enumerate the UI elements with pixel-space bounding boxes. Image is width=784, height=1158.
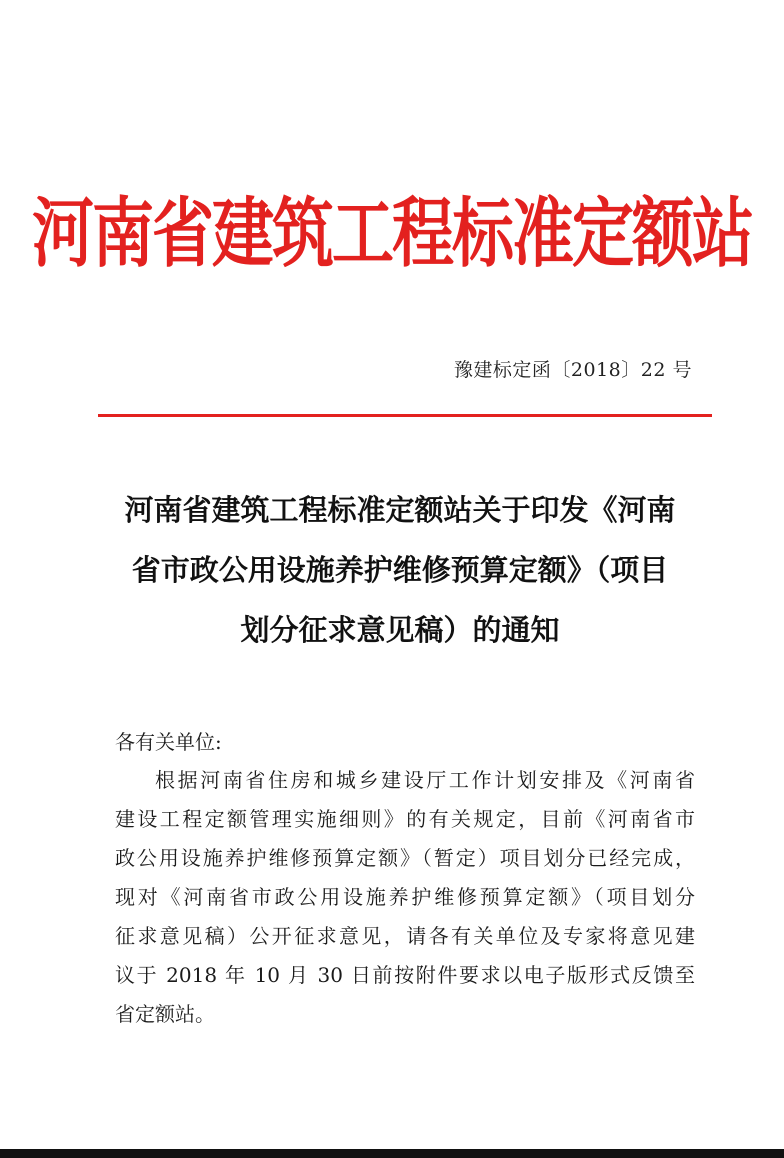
body-line: 政公用设施养护维修预算定额》（暂定）项目划分已经完成， <box>115 846 695 870</box>
notice-title-line: 划分征求意见稿）的通知 <box>240 613 560 647</box>
organization-title: 河南省建筑工程标准定额站 <box>31 188 752 278</box>
body-paragraph <box>115 761 695 1034</box>
red-divider-line <box>98 414 712 417</box>
body-line: 征求意见稿）公开征求意见，请各有关单位及专家将意见建 <box>115 924 695 948</box>
body-line: 建设工程定额管理实施细则》的有关规定，目前《河南省市 <box>115 807 695 831</box>
body-line: 省定额站。 <box>115 1002 215 1026</box>
body-line: 议于 2018 年 10 月 30 日前按附件要求以电子版形式反馈至 <box>115 963 695 987</box>
salutation: 各有关单位: <box>115 730 222 754</box>
notice-title-line: 河南省建筑工程标准定额站关于印发《河南 <box>124 493 676 527</box>
document-number: 豫建标定函〔2018〕22 号 <box>453 359 692 381</box>
notice-title-line: 省市政公用设施养护维修预算定额》（项目 <box>131 553 669 587</box>
body-line: 现对《河南省市政公用设施养护维修预算定额》（项目划分 <box>115 885 695 909</box>
scan-bottom-edge <box>0 1149 784 1158</box>
notice-title <box>90 480 710 660</box>
body-line: 根据河南省住房和城乡建设厅工作计划安排及《河南省 <box>155 768 695 792</box>
